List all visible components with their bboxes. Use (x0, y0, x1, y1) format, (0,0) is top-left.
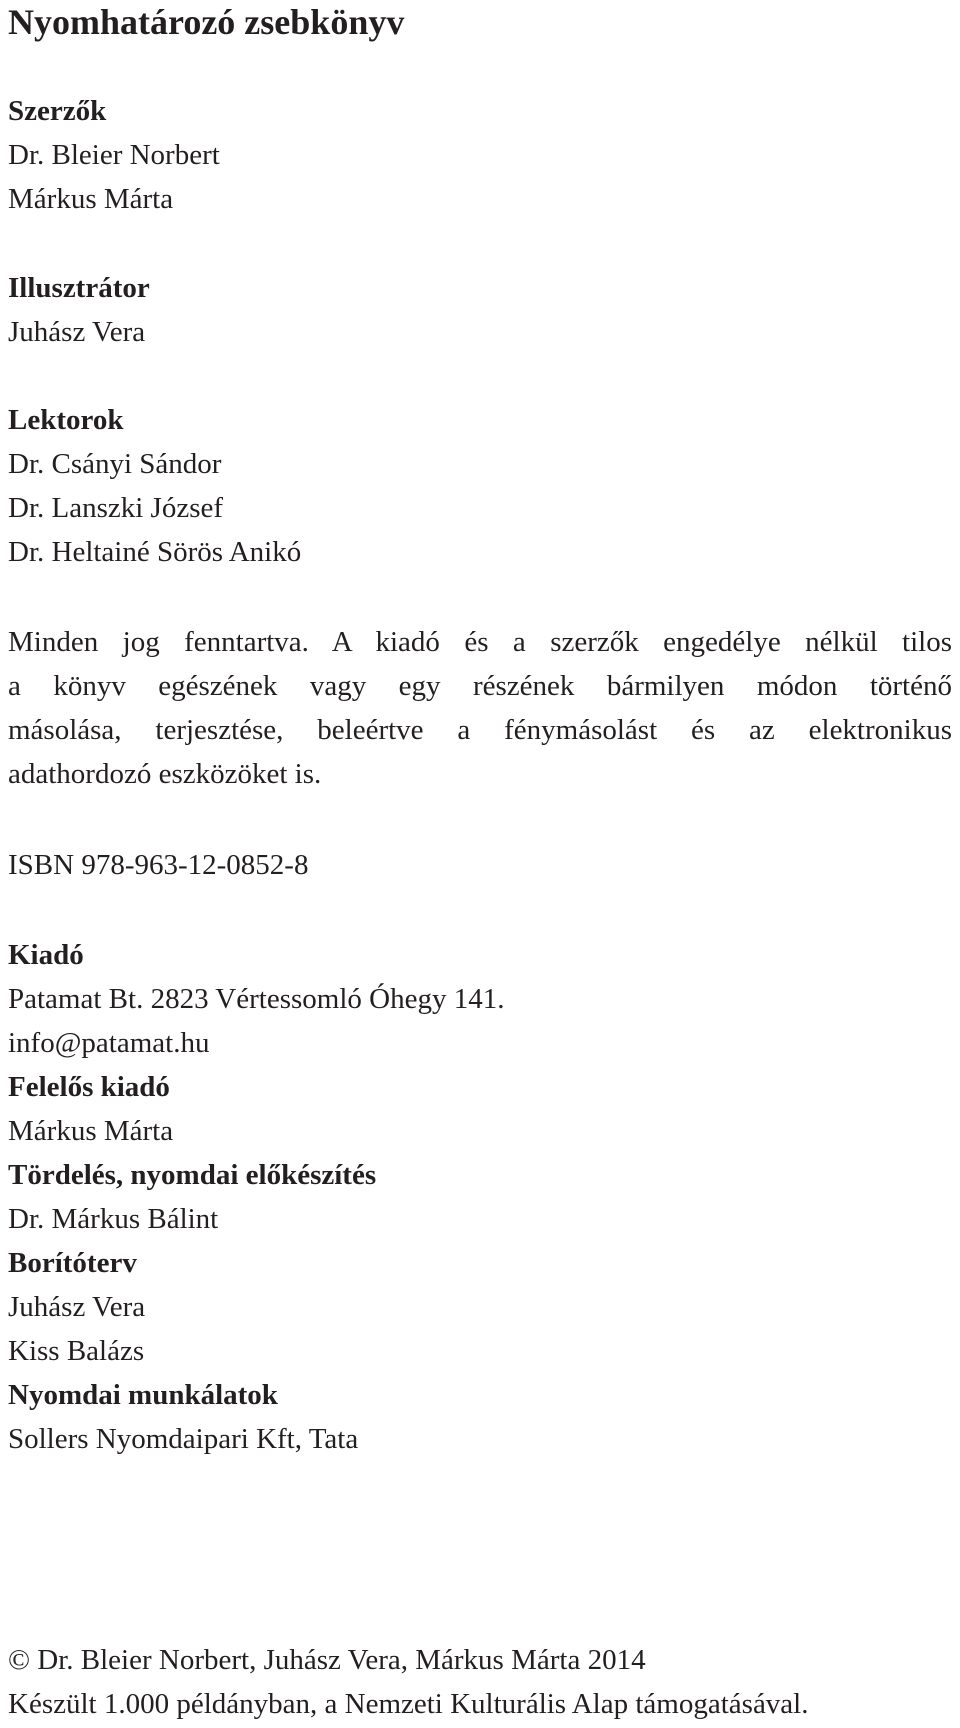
publisher-email: info@patamat.hu (8, 1027, 210, 1059)
publisher-address: Patamat Bt. 2823 Vértessomló Óhegy 141. (8, 983, 505, 1015)
authors-heading: Szerzők (8, 95, 107, 127)
edition-note: Készült 1.000 példányban, a Nemzeti Kulturális Alap támogatásával. (8, 1688, 809, 1720)
cover-designer-name: Kiss Balázs (8, 1335, 145, 1367)
rights-notice-line: adathordozó eszközöket is. (8, 758, 322, 790)
reviewer-name: Dr. Lanszki József (8, 492, 224, 524)
illustrator-heading: Illusztrátor (8, 272, 150, 304)
isbn: ISBN 978-963-12-0852-8 (8, 849, 309, 881)
copyright-notice: © Dr. Bleier Norbert, Juhász Vera, Márkus Márta 2014 (8, 1644, 646, 1676)
responsible-publisher-name: Márkus Márta (8, 1115, 174, 1147)
typesetting-heading: Tördelés, nyomdai előkészítés (8, 1159, 377, 1191)
printing-heading: Nyomdai munkálatok (8, 1379, 278, 1411)
author-name: Dr. Bleier Norbert (8, 139, 220, 171)
typesetting-name: Dr. Márkus Bálint (8, 1203, 219, 1235)
reviewer-name: Dr. Csányi Sándor (8, 448, 222, 480)
illustrator-name: Juhász Vera (8, 316, 146, 348)
reviewers-heading: Lektorok (8, 404, 124, 436)
cover-design-heading: Borítóterv (8, 1247, 137, 1279)
responsible-publisher-heading: Felelős kiadó (8, 1071, 170, 1103)
printing-name: Sollers Nyomdaipari Kft, Tata (8, 1423, 359, 1455)
cover-designer-name: Juhász Vera (8, 1291, 146, 1323)
rights-notice-line: a könyv egészének vagy egy részének bármilyen módon történő (8, 670, 952, 702)
rights-notice-line: másolása, terjesztése, beleértve a fénymásolást és az elektronikus (8, 714, 952, 746)
publisher-heading: Kiadó (8, 939, 84, 971)
rights-notice-line: Minden jog fenntartva. A kiadó és a szerzők engedélye nélkül tilos (8, 626, 952, 658)
author-name: Márkus Márta (8, 183, 174, 215)
book-title: Nyomhatározó zsebkönyv (8, 2, 405, 42)
reviewer-name: Dr. Heltainé Sörös Anikó (8, 536, 302, 568)
